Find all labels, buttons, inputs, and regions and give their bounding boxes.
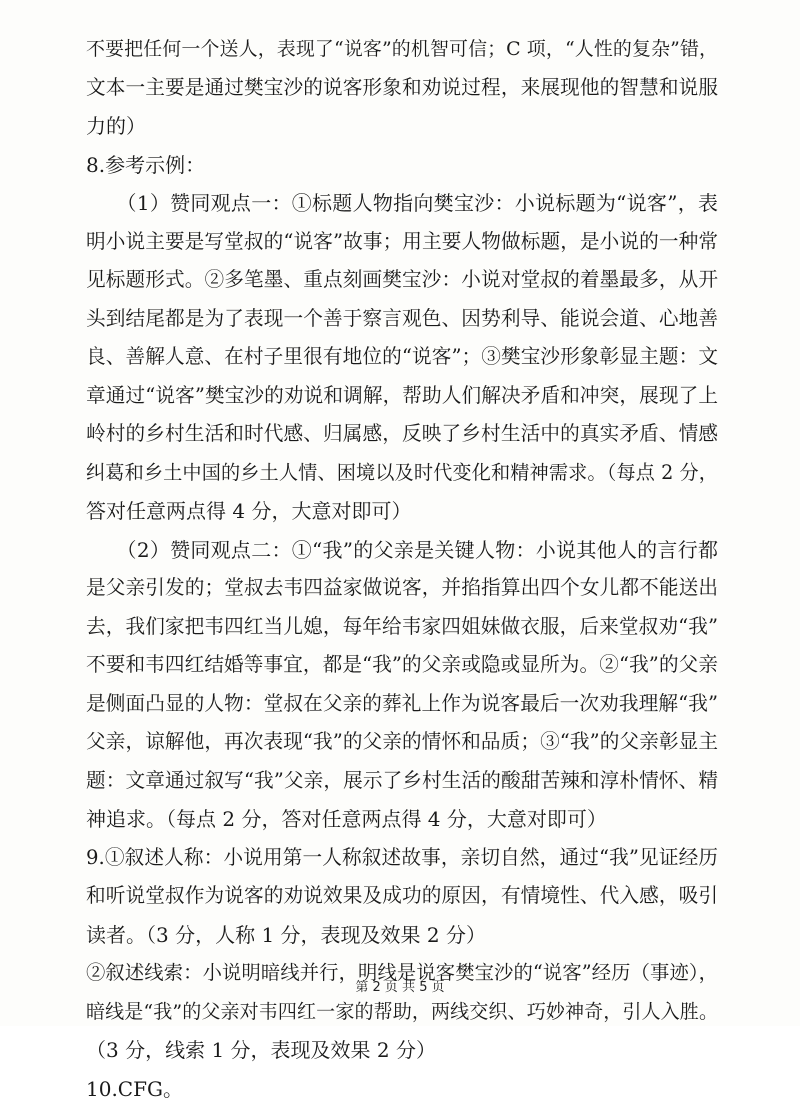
text-line-16: 去，我们家把韦四红当儿媳，每年给韦家四姐妹做衣服，后来堂叔劝“我” [86, 608, 718, 647]
text-line-6: 明小说主要是写堂叔的“说客”故事；用主要人物做标题，是小说的一种常 [86, 223, 718, 262]
text-line-2: 文本一主要是通过樊宝沙的说客形象和劝说过程，来展现他的智慧和说服 [86, 69, 718, 108]
text-line-18: 是侧面凸显的人物：堂叔在父亲的葬礼上作为说客最后一次劝我理解“我” [86, 685, 718, 724]
text-line-7: 见标题形式。②多笔墨、重点刻画樊宝沙：小说对堂叔的着墨最多，从开 [86, 261, 718, 300]
question-8-heading: 8.参考示例： [86, 146, 718, 185]
text-line-3: 力的） [86, 107, 718, 146]
question-9-line-6: （3 分，线索 1 分，表现及效果 2 分） [86, 1031, 718, 1070]
answer-text-block [86, 30, 718, 1108]
question-9-line-2: 和听说堂叔作为说客的劝说效果及成功的原因，有情境性、代入感，吸引 [86, 877, 718, 916]
question-9-line-4: ②叙述线索：小说明暗线并行，明线是说客樊宝沙的“说客”经历（事迹）， [86, 954, 718, 993]
question-9-line-3: 读者。（3 分，人称 1 分，表现及效果 2 分） [86, 916, 718, 955]
text-line-17: 不要和韦四红结婚等事宜，都是“我”的父亲或隐或显所为。②“我”的父亲 [86, 646, 718, 685]
question-10-answer: 10.CFG。 [86, 1070, 718, 1108]
text-line-13: 答对任意两点得 4 分，大意对即可） [86, 492, 718, 531]
text-line-8: 头到结尾都是为了表现一个善于察言观色、因势利导、能说会道、心地善 [86, 300, 718, 339]
text-line-15: 是父亲引发的；堂叔去韦四益家做说客，并掐指算出四个女儿都不能送出 [86, 569, 718, 608]
text-line-10: 章通过“说客”樊宝沙的劝说和调解，帮助人们解决矛盾和冲突，展现了上 [86, 377, 718, 416]
text-line-21: 神追求。（每点 2 分，答对任意两点得 4 分，大意对即可） [86, 800, 718, 839]
text-line-11: 岭村的乡村生活和时代感、归属感，反映了乡村生活中的真实矛盾、情感 [86, 415, 718, 454]
text-line-20: 题：文章通过叙写“我”父亲，展示了乡村生活的酸甜苦辣和淳朴情怀、精 [86, 762, 718, 801]
text-line-14: （2）赞同观点二：①“我”的父亲是关键人物：小说其他人的言行都 [86, 531, 718, 570]
question-9-line-5: 暗线是“我”的父亲对韦四红一家的帮助，两线交织、巧妙神奇，引人入胜。 [86, 993, 718, 1032]
text-line-1: 不要把任何一个送人，表现了“说客”的机智可信；C 项，“人性的复杂”错， [86, 30, 718, 69]
text-line-5: （1）赞同观点一：①标题人物指向樊宝沙：小说标题为“说客”，表 [86, 184, 718, 223]
text-line-12: 纠葛和乡土中国的乡土人情、困境以及时代变化和精神需求。（每点 2 分， [86, 454, 718, 493]
text-line-9: 良、善解人意、在村子里很有地位的“说客”；③樊宝沙形象彰显主题：文 [86, 338, 718, 377]
text-line-19: 父亲，谅解他，再次表现“我”的父亲的情怀和品质；③“我”的父亲彰显主 [86, 723, 718, 762]
question-9-line-1: 9.①叙述人称：小说用第一人称叙述故事，亲切自然，通过“我”见证经历 [86, 839, 718, 878]
page-number-footer: 第 2 页 共 5 页 [0, 976, 800, 995]
